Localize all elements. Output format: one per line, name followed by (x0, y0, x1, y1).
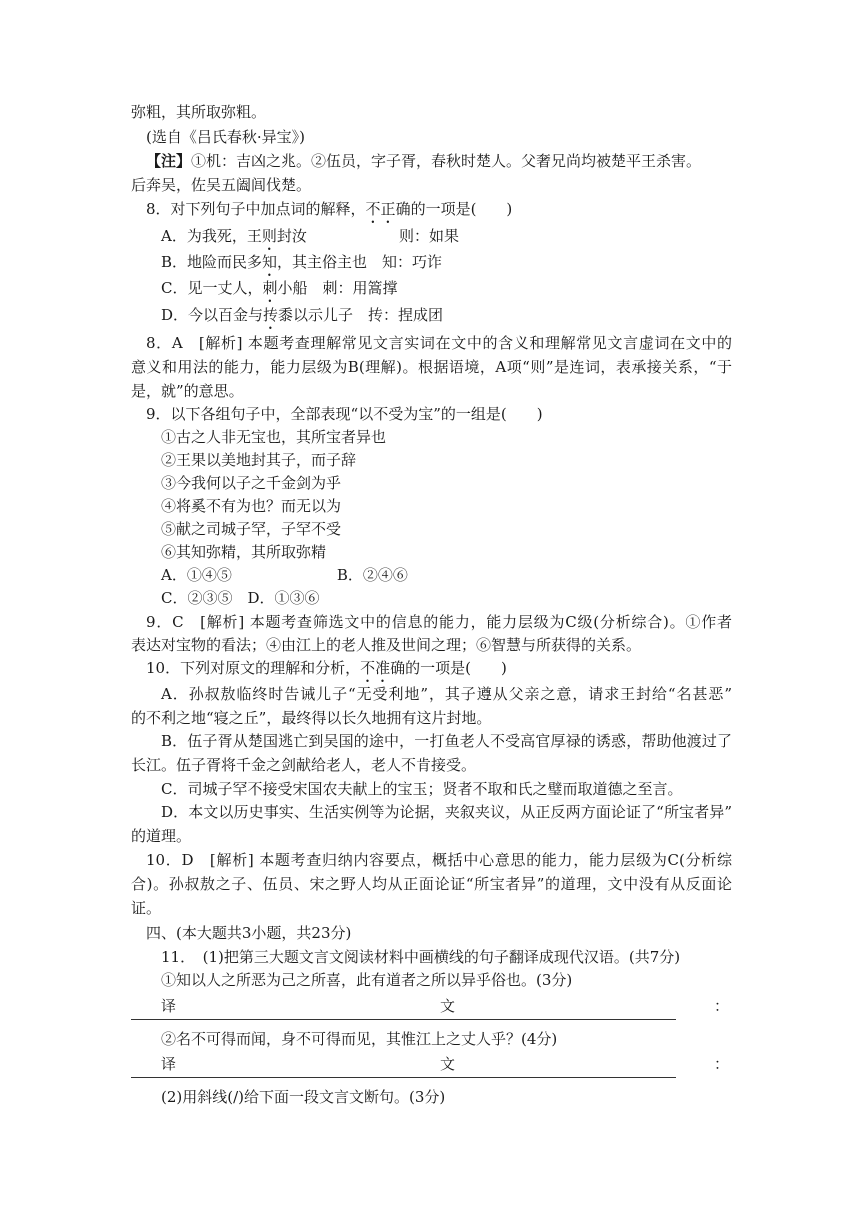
q9-options-cd: C．②③⑤ D．①③⑥ (161, 589, 320, 607)
translation-label-1c: ： (714, 997, 730, 1015)
question-9: 9．以下各组句子中，全部表现“以不受为宝”的一组是( ) (146, 405, 543, 423)
answer-8-line-1: 8．A [解析] 本题考查理解常见文言实词在文中的含义和理解常见文言虚词在文中的 (146, 334, 732, 352)
q11-sentence-2: ②名不可得而闻，身不可得而见，其惟江上之丈人乎？(4分) (161, 1030, 558, 1048)
question-10 (146, 658, 507, 686)
q8c-part2: 小船 刺：用篙撑 (277, 279, 398, 297)
q8a-part1: A．为我死，王 (161, 227, 262, 245)
passage-tail: 弥粗，其所取弥粗。 (131, 103, 267, 121)
q8-option-d (161, 305, 443, 333)
q9-item-6: ⑥其知弥精，其所取弥精 (161, 543, 327, 561)
answer-9-line-1: 9．C [解析] 本题考查筛选文中的信息的能力，能力层级为C级(分析综合)。①作者 (146, 613, 732, 631)
note-line-2: 后奔吴，佐吴五阖闾伐楚。 (131, 176, 312, 194)
q10-option-a-line-2: 的不利之地“寝之丘”，最终得以长久地拥有这片封地。 (131, 709, 492, 727)
q8-text-a: 8．对下列句子中加点词的解释， (146, 200, 366, 218)
note-tag: 【注】 (146, 152, 192, 170)
q10-option-a-line-1: A．孙叔敖临终时告诫儿子“无受利地”，其子遵从父亲之意，请求王封给“名甚恶” (161, 685, 732, 703)
q9-item-2: ②王果以美地封其子，而子辞 (161, 451, 357, 469)
answer-8-line-3: 是，就”的意思。 (131, 382, 244, 400)
q11-part-2: (2)用斜线(/)给下面一段文言文断句。(3分) (161, 1088, 446, 1106)
q9-item-5: ⑤献之司城子罕，子罕不受 (161, 520, 342, 538)
q8b-dotted: 知 (262, 253, 278, 271)
q8a-part2: 封汝 (276, 227, 307, 245)
q9-item-3: ③今我何以子之千金剑为乎 (161, 474, 342, 492)
q11-sentence-1: ①知以人之所恶为己之所喜，此有道者之所以异乎俗也。(3分) (161, 971, 573, 989)
q8c-part1: C．见一丈人， (161, 279, 263, 297)
answer-10-line-3: 证。 (131, 899, 162, 917)
note-line (146, 151, 701, 171)
q8-option-a (161, 226, 307, 254)
q8a-dotted: 则 (261, 227, 277, 245)
q10-text-a: 10．下列对原文的理解和分析， (146, 659, 361, 677)
q9-item-1: ①古之人非无宝也，其所宝者异也 (161, 428, 387, 446)
q8b-part2: ，其主俗主也 知：巧诈 (277, 253, 443, 271)
q9-item-4: ④将奚不有为也？而无以为 (161, 497, 342, 515)
q8c-dotted: 刺 (262, 279, 278, 297)
q10-option-d-line-2: 的道理。 (131, 827, 192, 845)
answer-10-line-1: 10．D [解析] 本题考查归纳内容要点，概括中心意思的能力，能力层级为C(分析综 (146, 851, 732, 869)
q8-option-c (161, 278, 398, 306)
q8-text-b: 确的一项是( ) (395, 200, 513, 218)
q8d-part1: D．今以百金与 (161, 306, 264, 324)
answer-8-line-2: 意义和用法的能力，能力层级为B(理解)。根据语境，A项“则”是连词，表承接关系，“于 (131, 358, 732, 376)
passage-source: (选自《吕氏春秋·异宝》) (146, 128, 305, 146)
q8d-dotted: 抟 (263, 306, 279, 324)
answer-10-line-2: 合)。孙叔敖之子、伍员、宋之野人均从正面论证“所宝者异”的道理，文中没有从反面论 (131, 875, 732, 893)
section-4-heading: 四、(本大题共3小题，共23分) (146, 924, 352, 942)
q10-option-c: C．司城子罕不接受宋国农夫献上的宝玉；贤者不取和氏之璧而取道德之至言。 (161, 780, 683, 798)
q8-option-b (161, 252, 442, 280)
q10-text-b: 确的一项是( ) (390, 659, 507, 677)
question-11: 11． (1)把第三大题文言文阅读材料中画横线的句子翻译成现代汉语。(共7分) (161, 948, 681, 966)
q10-option-b-line-2: 长江。伍子胥将千金之剑献给老人，老人不肯接受。 (131, 756, 477, 774)
translation-label-2a: 译 (161, 1055, 177, 1073)
answer-line-1[interactable] (131, 1019, 676, 1020)
q8-dotted: 不正 (365, 200, 396, 218)
q8-option-a-gloss: 则：如果 (399, 227, 460, 245)
q9-options-ab: A．①④⑤ B．②④⑥ (161, 566, 408, 584)
translation-label-2c: ： (714, 1055, 730, 1073)
question-8 (146, 199, 512, 227)
q10-option-b-line-1: B．伍子胥从楚国逃亡到吴国的途中，一打鱼老人不受高官厚禄的诱惑，帮助他渡过了 (161, 732, 732, 750)
answer-line-2[interactable] (131, 1077, 676, 1078)
translation-label-1b: 文 (440, 997, 456, 1015)
q8d-part2: 黍以示儿子 抟：捏成团 (278, 306, 444, 324)
note-text: ①机：吉凶之兆。②伍员，字子胥，春秋时楚人。父奢兄尚均被楚平王杀害。 (191, 152, 702, 170)
q10-dotted: 不准 (360, 659, 391, 677)
translation-label-2b: 文 (440, 1055, 456, 1073)
q10-option-d-line-1: D．本文以历史事实、生活实例等为论据，夹叙夹议，从正反两方面论证了“所宝者异” (161, 803, 732, 821)
translation-label-1a: 译 (161, 997, 177, 1015)
answer-9-line-2: 表达对宝物的看法；④由江上的老人推及世间之理；⑥智慧与所获得的关系。 (131, 636, 642, 654)
q8b-part1: B．地险而民多 (161, 253, 263, 271)
